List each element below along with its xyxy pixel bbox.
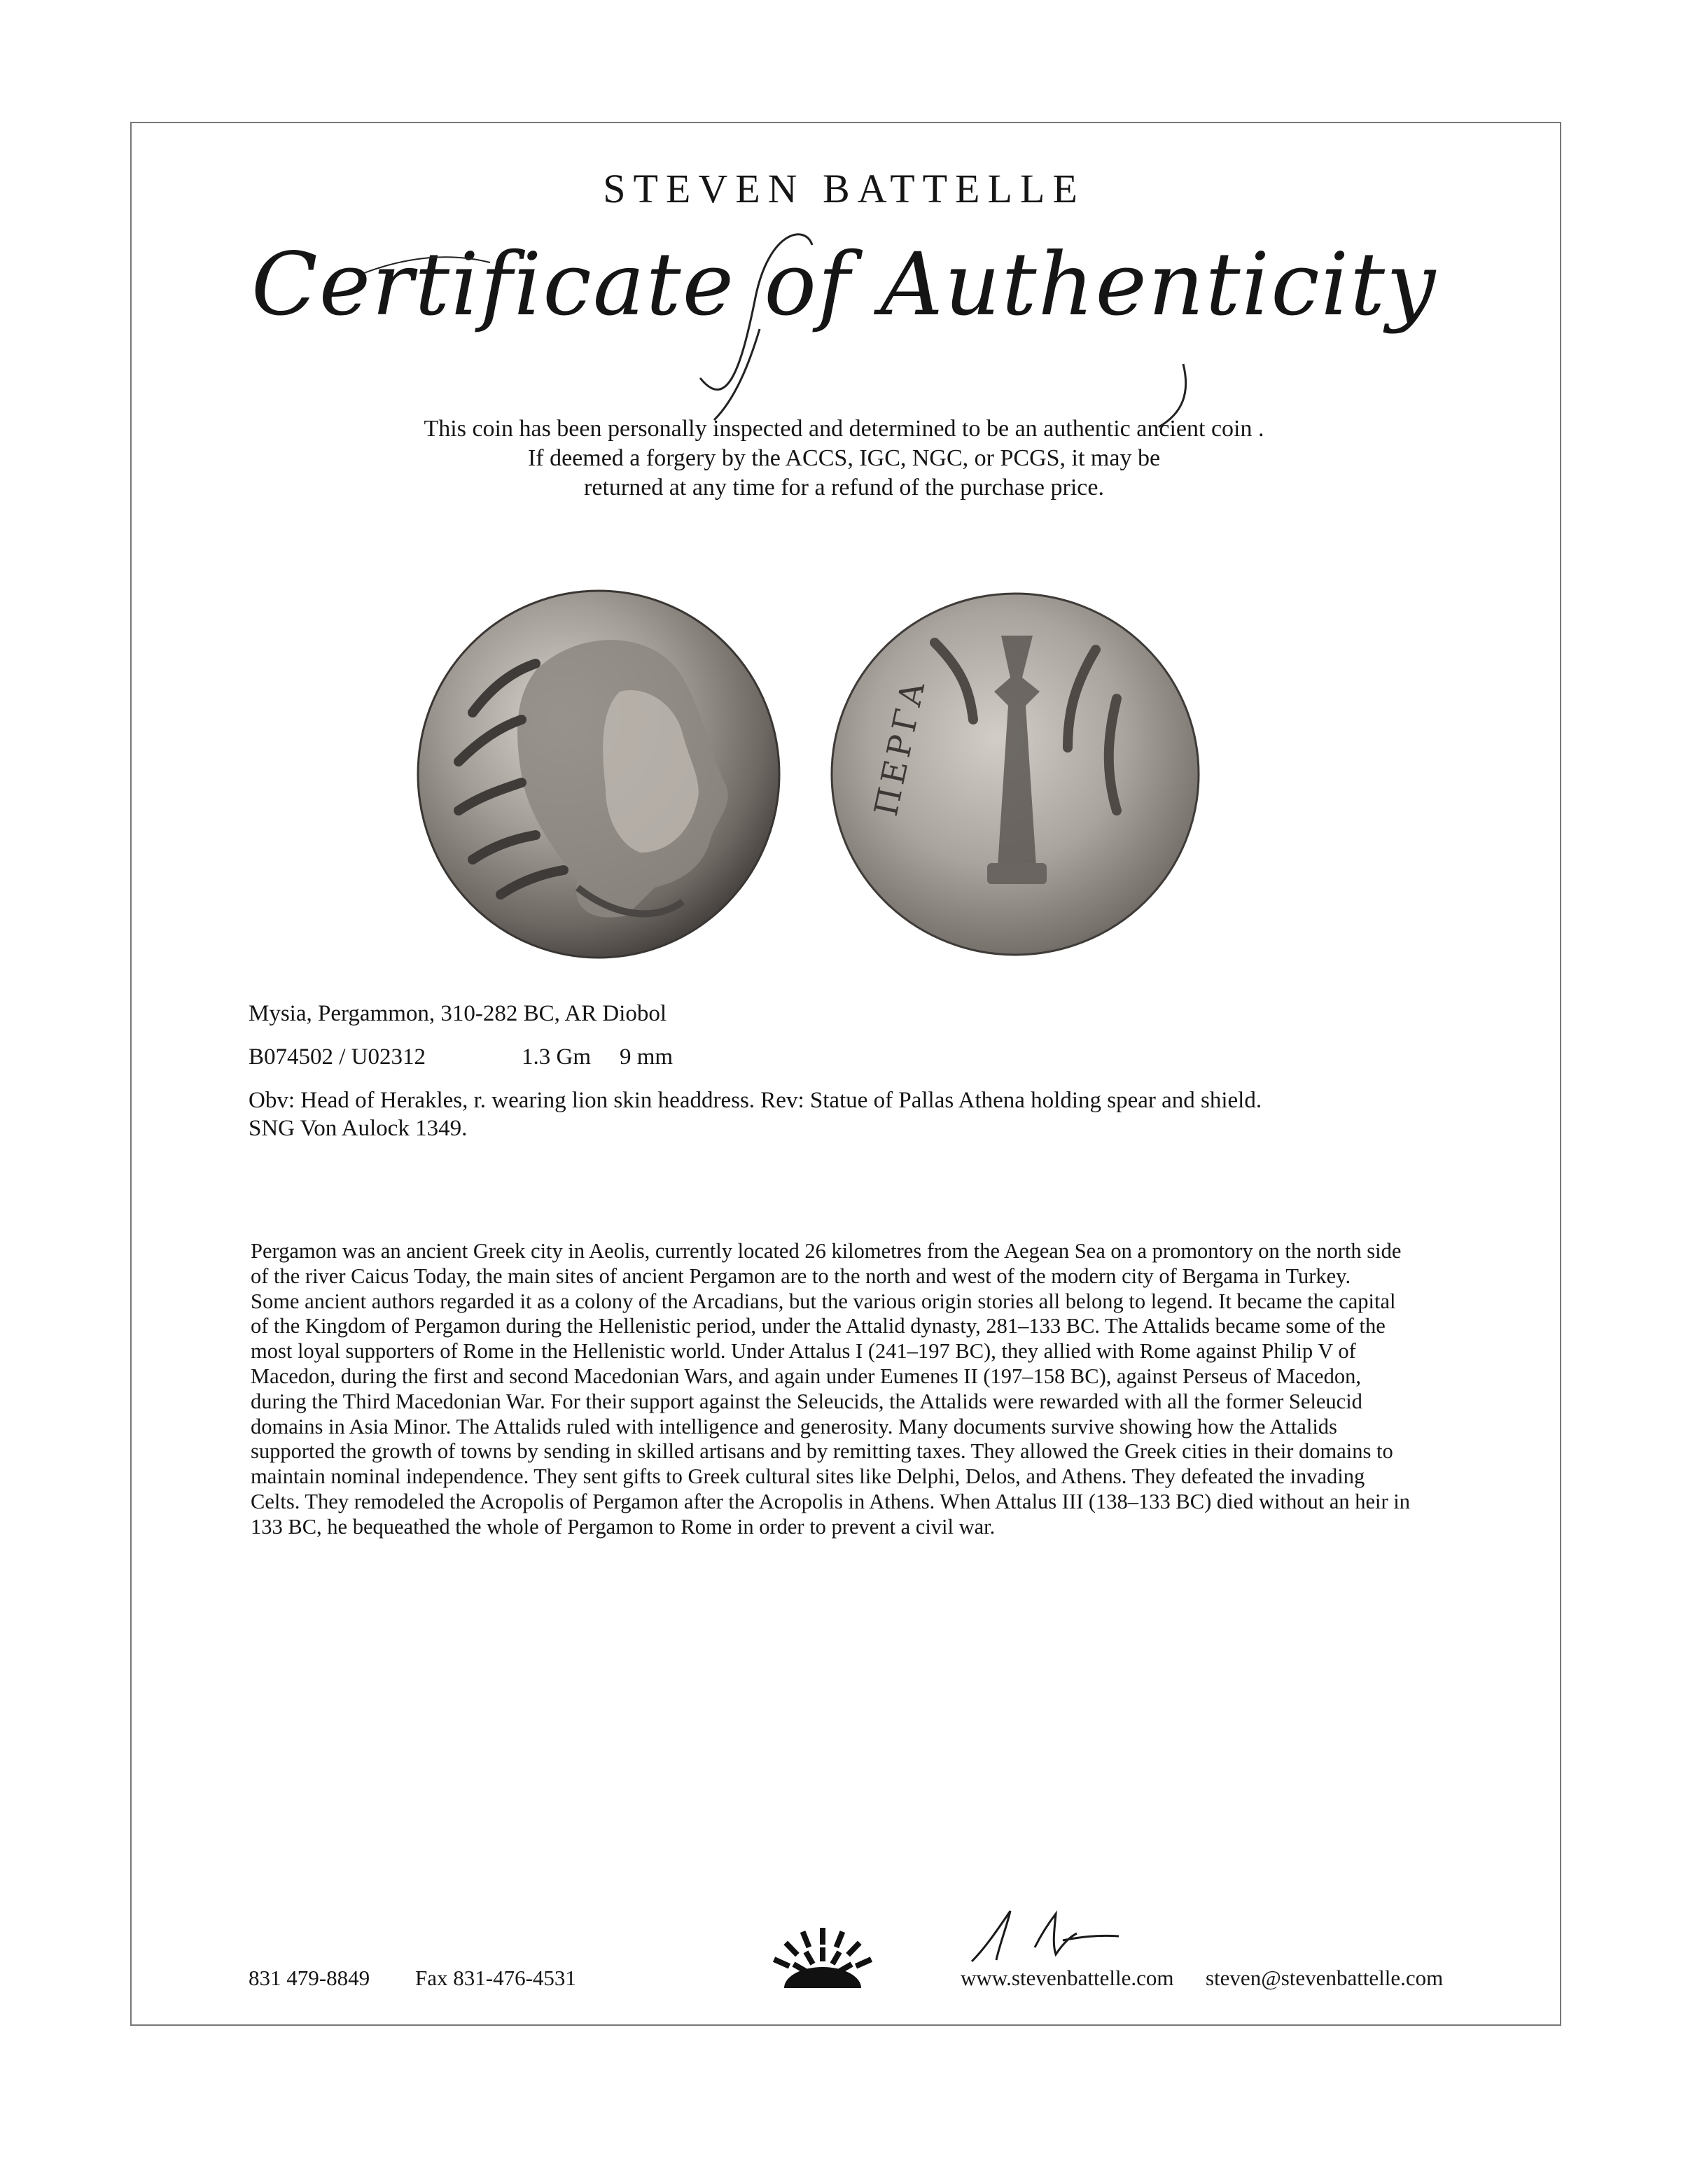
- footer-phone: 831 479-8849: [249, 1966, 370, 1990]
- coin-description: Mysia, Pergammon, 310-282 BC, AR Diobol: [249, 1001, 667, 1026]
- certificate-title: Certificate of Authenticity: [251, 234, 1437, 335]
- statement-line: This coin has been personally inspected and determined to be an authentic ancient coin .: [424, 416, 1264, 442]
- history-text: [251, 1239, 1413, 1540]
- reverse-coin: [832, 594, 1199, 955]
- footer-website: www.stevenbattelle.com: [961, 1966, 1174, 1990]
- statement-line: If deemed a forgery by the ACCS, IGC, NGC, or PCGS, it may be: [527, 445, 1161, 471]
- coin-weight: 1.3 Gm: [522, 1044, 591, 1070]
- coin-specs: [249, 1043, 1439, 1071]
- statement-line: returned at any time for a refund of the purchase price.: [584, 475, 1104, 500]
- reverse-legend: ΠΕΡΓΑ: [866, 674, 933, 820]
- coin-details: [249, 1000, 1439, 1142]
- coin-obverse-reverse: Obv: Head of Herakles, r. wearing lion skin headdress. Rev: Statue of Pallas Athena holding spear and shield.: [249, 1088, 1262, 1113]
- sunburst-logo-icon: [770, 1926, 875, 1991]
- obverse-coin: [418, 591, 779, 958]
- signature: [958, 1905, 1126, 1968]
- footer-fax: Fax 831-476-4531: [415, 1966, 576, 1990]
- coin-reference: SNG Von Aulock 1349.: [249, 1116, 468, 1141]
- brand-name: STEVEN BATTELLE: [603, 166, 1085, 211]
- authenticity-statement: [266, 414, 1422, 503]
- coin-images: [417, 587, 1208, 965]
- footer-email: steven@stevenbattelle.com: [1206, 1966, 1444, 1990]
- history-paragraph: Some ancient authors regarded it as a colony of the Arcadians, but the various origin stories all belong to legend. It became the capital of the Kingdom of Pergamon during the Hellenistic period, under the Attalid dynasty, 281–133 BC. The Attalids became some of the most loyal supporters of Rome in the Hellenistic world. Under Attalus I (241–197 BC), they allied with Rome against Philip V of Macedon, during the first and second Macedonian Wars, and again under Eumenes II (197–158 BC), against Perseus of Macedon, during the Third Macedonian War. For their support against the Seleucids, the Attalids were rewarded with all the former Seleucid domains in Asia Minor. The Attalids ruled with intelligence and generosity. Many documents survive showing how the Attalids supported the growth of towns by sending in skilled artisans and by remitting taxes. They allowed the Greek cities in their domains to maintain nominal independence. They sent gifts to Greek cultural sites like Delphi, Delos, and Athens. They defeated the invading Celts. They remodeled the Acropolis of Pergamon after the Acropolis in Athens. When Attalus III (138–133 BC) died without an heir in 133 BC, he bequeathed the whole of Pergamon to Rome in order to prevent a civil war.: [251, 1289, 1411, 1539]
- history-paragraph: Pergamon was an ancient Greek city in Aeolis, currently located 26 kilometres from the Aegean Sea on a promontory on the north side of the river Caicus Today, the main sites of ancient Pergamon are to the north and west of the modern city of Bergama in Turkey.: [251, 1239, 1402, 1288]
- coin-size: 9 mm: [620, 1044, 674, 1070]
- coin-codes: B074502 / U02312: [249, 1044, 426, 1070]
